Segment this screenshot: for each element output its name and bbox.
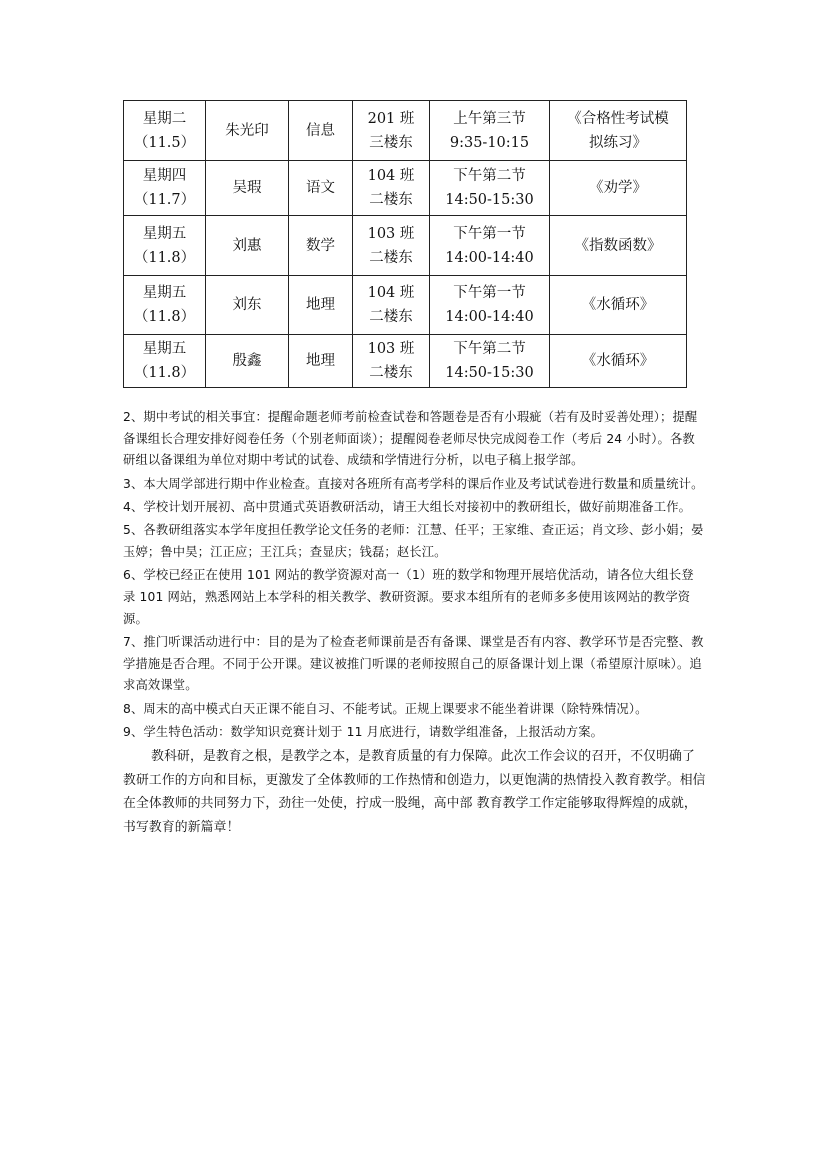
topic-cell: 《水循环》: [550, 276, 687, 335]
room-cell: [353, 216, 430, 276]
date-label: （11.7）: [133, 192, 196, 208]
subject-cell: 地理: [289, 335, 353, 388]
subject-cell: 地理: [289, 276, 353, 335]
table-row: [124, 276, 687, 335]
table-row: [124, 216, 687, 276]
time-cell: [430, 276, 550, 335]
room-cell: [353, 101, 430, 161]
table-row: [124, 335, 687, 388]
day-label: 星期五: [142, 225, 187, 242]
class-label: 104 班: [367, 168, 415, 184]
note-item: 2、期中考试的相关事宜：提醒命题老师考前检查试卷和答题卷是否有小瑕疵（若有及时妥善处理）；提醒备课组长合理安排好阅卷任务（个别老师面谈）；提醒阅卷老师尽快完成阅卷工作（考后 24 小时）。各教研组以备课组为单位对期中考试的试卷、成绩和学情进行分析，以电子稿上报学部。: [123, 410, 698, 468]
teacher-cell: 刘东: [206, 276, 289, 335]
room-cell: [353, 161, 430, 216]
topic-label-cont: 拟练习》: [589, 134, 647, 151]
period-label: 下午第一节: [453, 285, 526, 301]
date-label: （11.8）: [133, 249, 196, 266]
date-label: （11.8）: [133, 309, 196, 325]
location-label: 二楼东: [369, 249, 413, 266]
note-item: 9、学生特色活动：数学知识竞赛计划于 11 月底进行，请数学组准备，上报活动方案。: [123, 724, 604, 739]
teacher-cell: 刘惠: [206, 216, 289, 276]
topic-label: 《合格性考试模: [567, 110, 669, 127]
period-label: 下午第一节: [453, 225, 526, 242]
day-label: 星期四: [142, 168, 187, 184]
table-row: [124, 161, 687, 216]
location-label: 二楼东: [369, 192, 413, 208]
day-cell: [124, 276, 206, 335]
closing-paragraph: 教科研，是教育之根，是教学之本，是教育质量的有力保障。此次工作会议的召开，不仅明确了教研工作的方向和目标，更激发了全体教师的工作热情和创造力，以更饱满的热情投入教育教学。相信在全体教师的共同努力下，劲往一处使，拧成一股绳，高中部 教育教学工作定能够取得辉煌的成就，书写教育的新篇章！: [123, 749, 706, 835]
note-item: 6、学校已经正在使用 101 网站的教学资源对高一（1）班的数学和物理开展培优活动，请各位大组长登录 101 网站，熟悉网站上本学科的相关教学、教研资源。要求本组所有的老师多多使用该网站的教学资源。: [123, 568, 694, 626]
topic-cell: 《水循环》: [550, 335, 687, 388]
lesson-schedule-table: [123, 100, 687, 388]
period-label: 下午第二节: [453, 341, 526, 357]
note-item: 7、推门听课活动进行中：目的是为了检查老师课前是否有备课、课堂是否有内容、教学环节是否完整、教学措施是否合理。不同于公开课。建议被推门听课的老师按照自己的原备课计划上课（希望原汁原味）。追求高效课堂。: [123, 634, 704, 693]
day-label: 星期二: [142, 110, 187, 127]
note-item: 3、本大周学部进行期中作业检查。直接对各班所有高考学科的课后作业及考试试卷进行数量和质量统计。: [123, 476, 704, 491]
time-cell: [430, 161, 550, 216]
subject-cell: 语文: [289, 161, 353, 216]
class-label: 104 班: [367, 285, 415, 301]
day-label: 星期五: [142, 341, 187, 357]
time-cell: [430, 335, 550, 388]
day-cell: [124, 335, 206, 388]
meeting-notes: [123, 407, 706, 841]
class-label: 201 班: [367, 110, 415, 127]
room-cell: [353, 276, 430, 335]
note-item: 4、学校计划开展初、高中贯通式英语教研活动，请王大组长对接初中的教研组长，做好前期准备工作。: [123, 499, 692, 514]
day-cell: [124, 101, 206, 161]
teacher-cell: 吴瑕: [206, 161, 289, 216]
time-label: 9:35-10:15: [449, 134, 530, 151]
class-label: 103 班: [367, 225, 415, 242]
day-cell: [124, 216, 206, 276]
teacher-cell: 殷鑫: [206, 335, 289, 388]
day-label: 星期五: [142, 285, 187, 301]
time-label: 14:50-15:30: [445, 192, 534, 208]
topic-cell: 《指数函数》: [550, 216, 687, 276]
table-row: [124, 101, 687, 161]
period-label: 上午第三节: [453, 110, 526, 127]
location-label: 三楼东: [369, 134, 413, 151]
teacher-cell: 朱光印: [206, 101, 289, 161]
topic-cell: 《劝学》: [550, 161, 687, 216]
time-cell: [430, 101, 550, 161]
time-label: 14:50-15:30: [445, 365, 534, 381]
subject-cell: 数学: [289, 216, 353, 276]
class-label: 103 班: [367, 341, 415, 357]
date-label: （11.5）: [133, 134, 196, 151]
date-label: （11.8）: [133, 365, 196, 381]
room-cell: [353, 335, 430, 388]
note-item: 5、各教研组落实本学年度担任教学论文任务的老师：江慧、任平；王家维、查正运；肖文珍、彭小娟；晏玉婷；鲁中昊；江正应；王江兵；查显庆；钱磊；赵长江。: [123, 523, 704, 559]
location-label: 二楼东: [369, 365, 413, 381]
time-cell: [430, 216, 550, 276]
period-label: 下午第二节: [453, 168, 526, 184]
location-label: 二楼东: [369, 309, 413, 325]
subject-cell: 信息: [289, 101, 353, 161]
topic-cell: [550, 101, 687, 161]
note-item: 8、周末的高中模式白天正课不能自习、不能考试。正规上课要求不能坐着讲课（除特殊情况）。: [123, 701, 648, 716]
time-label: 14:00-14:40: [445, 249, 534, 266]
day-cell: [124, 161, 206, 216]
time-label: 14:00-14:40: [445, 309, 534, 325]
